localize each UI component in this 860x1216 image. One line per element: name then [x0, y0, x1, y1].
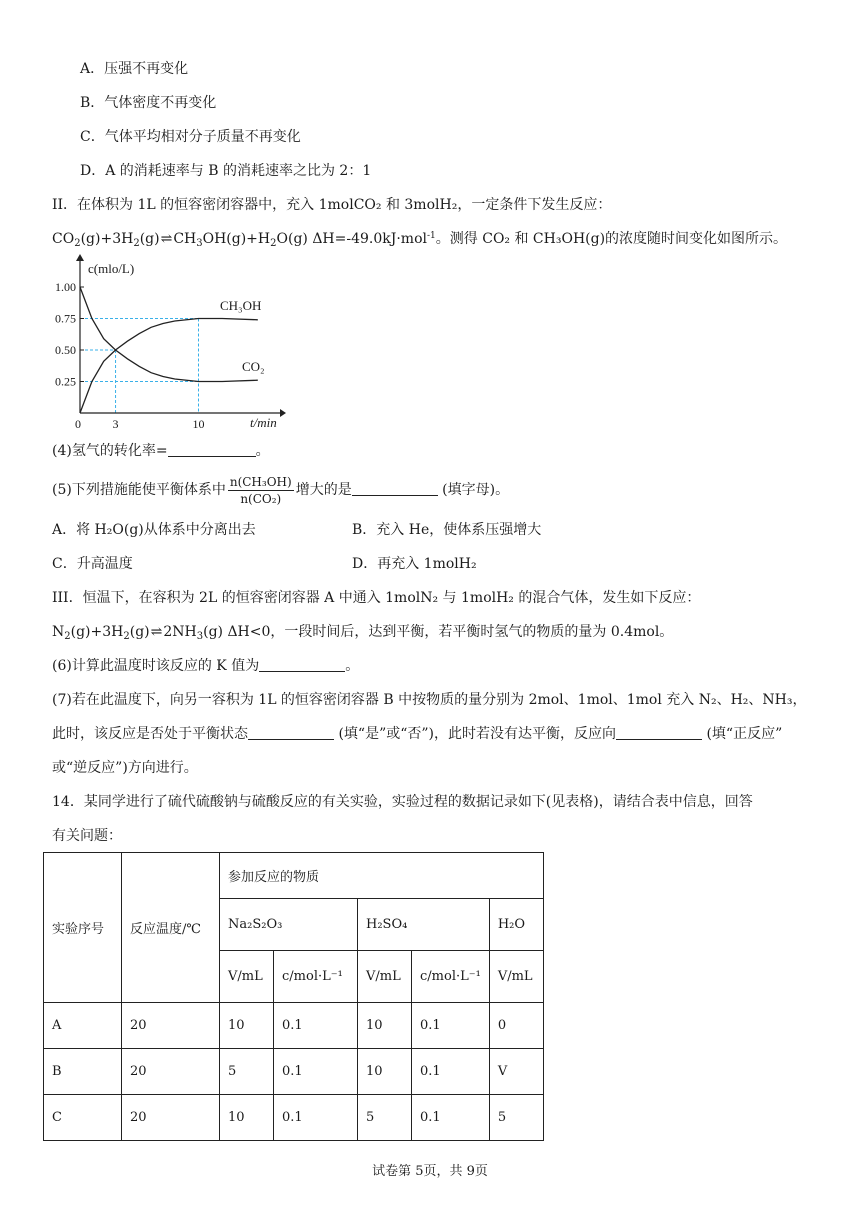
table-cell: 0.1	[412, 1003, 490, 1049]
question-14-line2: 有关问题：	[52, 828, 122, 844]
series-ch3oh-line	[80, 319, 258, 414]
question-6: (6)计算此温度时该反应的 K 值为 。	[52, 658, 360, 674]
y-tick-label: 1.00	[55, 280, 76, 294]
option-b: B．气体密度不再变化	[80, 95, 217, 111]
table-cell: 0.1	[274, 1049, 358, 1095]
question-7-line2: 此时，该反应是否处于平衡状态 (填“是”或“否”)，此时若没有达平衡，反应向 (填“正反应”	[52, 726, 783, 742]
table-cell: 0.1	[412, 1095, 490, 1141]
header-h2so4: H₂SO₄	[358, 899, 490, 951]
unit-cell: V/mL	[358, 951, 412, 1003]
ratio-fraction: $\frac{\text{n(CH₃OH)}}{\text{n(CO₂)}}$	[229, 474, 292, 506]
header-seq: 实验序号	[44, 853, 122, 1003]
table-cell: 0.1	[412, 1049, 490, 1095]
q5-option-d: D．再充入 1molH₂	[352, 556, 477, 572]
unit-cell: c/mol·L⁻¹	[274, 951, 358, 1003]
header-temp: 反应温度/℃	[122, 853, 220, 1003]
unit-cell: V/mL	[489, 951, 543, 1003]
header-substances: 参加反应的物质	[220, 853, 544, 899]
question-5: (5)下列措施能使平衡体系中 $\frac{\text{n(CH₃OH)}}{\text{n(CO₂)}}$ 增大的是 (填字母)。	[52, 474, 510, 506]
equation-tail: 测得 CO₂ 和 CH₃OH(g)的浓度随时间变化如图所示。	[449, 231, 788, 247]
equation-co2-h2: $CO_2(g)+3H_2(g)\rightleftharpoons CH_3OH(g)+H_2O(g)$ ΔH=-49.0kJ·mol$^{-1}$。	[52, 231, 450, 249]
x-tick-label: 3	[112, 417, 119, 431]
table-cell: 0	[489, 1003, 543, 1049]
part3-intro: III．恒温下，在容积为 2L 的恒容密闭容器 A 中通入 1molN₂ 与 1molH₂ 的混合气体，发生如下反应：	[52, 590, 701, 606]
series-label-co2: CO₂	[242, 359, 265, 374]
table-row	[44, 1049, 544, 1095]
table-cell: C	[44, 1095, 122, 1141]
x-axis-arrow	[280, 409, 286, 417]
table-cell: 0.1	[274, 1003, 358, 1049]
unit-cell: V/mL	[220, 951, 274, 1003]
table-cell: 10	[358, 1049, 412, 1095]
option-a: A．压强不再变化	[80, 61, 189, 77]
series-label-ch3oh: CH₃OH	[220, 298, 262, 313]
table-cell: 20	[122, 1049, 220, 1095]
experiment-table	[43, 852, 544, 1141]
header-h2o: H₂O	[489, 899, 543, 951]
page-footer: 试卷第 5页，共 9页	[372, 1164, 488, 1179]
q5-option-b: B．充入 He，使体系压强增大	[352, 522, 542, 538]
question-7-line1: (7)若在此温度下，向另一容积为 1L 的恒容密闭容器 B 中按物质的量分别为 2mol、1mol、1mol 充入 N₂、H₂、NH₃，	[52, 692, 807, 708]
table-cell: 5	[489, 1095, 543, 1141]
question-7-line3: 或“逆反应”)方向进行。	[52, 760, 198, 776]
question-4: (4)氢气的转化率= 。	[52, 443, 270, 459]
table-row	[44, 1003, 544, 1049]
y-tick-label: 0.75	[55, 311, 76, 326]
part2-intro: II．在体积为 1L 的恒容密闭容器中，充入 1molCO₂ 和 3molH₂，一定条件下发生反应：	[52, 197, 612, 213]
header-na2s2o3: Na₂S₂O₃	[220, 899, 358, 951]
question-14-line1: 14．某同学进行了硫代硫酸钠与硫酸反应的有关实验，实验过程的数据记录如下(见表格)，请结合表中信息，回答	[52, 794, 753, 810]
x-tick-label: 0	[75, 417, 81, 431]
table-cell: 20	[122, 1095, 220, 1141]
table-cell: 5	[220, 1049, 274, 1095]
q5-option-a: A．将 H₂O(g)从体系中分离出去	[52, 522, 256, 538]
x-tick-label: 10	[192, 417, 205, 431]
unit-cell: c/mol·L⁻¹	[412, 951, 490, 1003]
table-cell: A	[44, 1003, 122, 1049]
table-cell: 0.1	[274, 1095, 358, 1141]
y-axis-label: c(mlo/L)	[88, 261, 135, 276]
option-c: C．气体平均相对分子质量不再变化	[80, 129, 301, 145]
table-row	[44, 1095, 544, 1141]
part3-equation: $N_2(g)+3H_2(g)\rightleftharpoons 2NH_3(g)$ ΔH<0，一段时间后，达到平衡，若平衡时氢气的物质的量为 0.4mol。	[52, 624, 674, 642]
table-cell: V	[489, 1049, 543, 1095]
x-axis-label: t/min	[250, 415, 277, 430]
table-cell: 10	[358, 1003, 412, 1049]
table-cell: B	[44, 1049, 122, 1095]
table-cell: 10	[220, 1095, 274, 1141]
table-cell: 20	[122, 1003, 220, 1049]
y-tick-label: 0.50	[55, 343, 76, 357]
concentration-chart	[46, 253, 286, 433]
part2-equation	[52, 229, 787, 249]
option-d: D．A 的消耗速率与 B 的消耗速率之比为 2：1	[80, 163, 372, 179]
q5-option-c: C．升高温度	[52, 556, 133, 572]
y-axis-arrow	[76, 254, 84, 261]
table-cell: 10	[220, 1003, 274, 1049]
y-tick-label: 0.25	[55, 374, 76, 389]
equation-n2-h2: $N_2(g)+3H_2(g)\rightleftharpoons 2NH_3(g)$ ΔH<0，	[52, 624, 285, 642]
table-cell: 5	[358, 1095, 412, 1141]
